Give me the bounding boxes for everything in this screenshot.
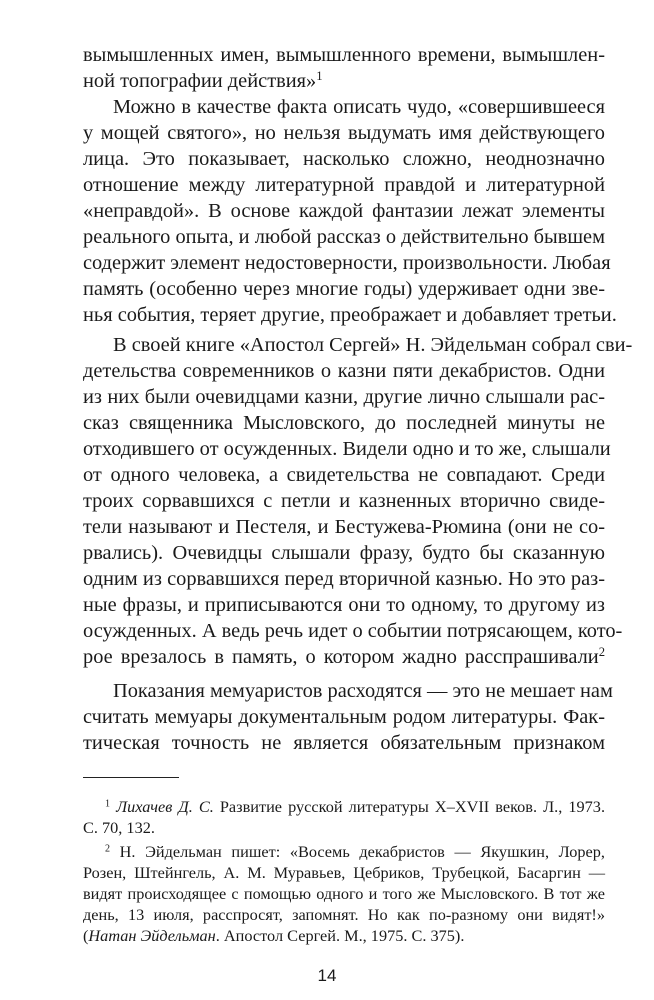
- body-line: тели называют и Пестеля, и Бестужева-Рюмина (они не со-: [83, 516, 605, 538]
- body-line: отходившего от осужденных. Видели одно и то же, слышали: [83, 438, 611, 460]
- footnote-ref: 1: [316, 69, 323, 84]
- page-number: 14: [317, 966, 337, 985]
- footnote-number: 1: [105, 798, 111, 810]
- footnote-line: день, 13 июля, расспросят, запомнят. Но как по-разному они видят!»: [83, 905, 605, 924]
- body-line: тическая точность не является обязательным признаком: [83, 732, 605, 754]
- body-line: сказ священника Мысловского, до последней минуты не: [83, 412, 605, 434]
- body-line: рвались). Очевидцы слышали фразу, будто бы сказанную: [83, 542, 605, 564]
- body-line: Показания мемуаристов расходятся — это не мешает нам: [113, 680, 613, 702]
- footnote-line: видят происходящее с помощью одного и того же Мысловского. В тот же: [83, 884, 605, 903]
- body-line: считать мемуары документальным родом литературы. Фак-: [83, 706, 605, 728]
- body-line: нья события, теряет другие, преображает и добавляет третьи.: [83, 304, 617, 326]
- body-line: вымышленных имен, вымышленного времени, вымышлен-: [83, 44, 605, 66]
- footnote-line: Розен, Штейнгель, А. М. Муравьев, Цебриков, Трубецкой, Басаргин —: [83, 863, 605, 882]
- body-line: В своей книге «Апостол Сергей» Н. Эйдельман собрал сви-: [113, 334, 633, 356]
- body-line: «неправдой». В основе каждой фантазии лежат элементы: [83, 200, 605, 222]
- footnote-line: С. 70, 132.: [83, 818, 155, 837]
- body-line: реального опыта, и любой рассказ о действительно бывшем: [83, 226, 605, 248]
- body-line: от одного человека, а свидетельства не совпадают. Среди: [83, 464, 605, 486]
- footnote-rule: [83, 777, 179, 778]
- footnote-author: Натан Эйдельман: [88, 926, 216, 945]
- body-line: отношение между литературной правдой и литературной: [83, 174, 605, 196]
- body-line: троих сорвавшихся с петли и казненных вторично свиде-: [83, 490, 605, 512]
- body-line: осужденных. А ведь речь идет о событии потрясающем, кото-: [83, 620, 623, 642]
- footnote-2: $^2$ Н. Эйдельман пишет: «Восемь декабристов — Якушкин, Лорер,: [105, 842, 605, 861]
- body-line: рое врезалось в память, о котором жадно расспрашивали$^2$: [83, 645, 605, 668]
- body-line: детельства современников о казни пяти декабристов. Одни: [83, 360, 605, 382]
- footnote-ref: 2: [598, 645, 605, 660]
- body-line: одним из сорвавшихся перед вторичной казнью. Но это раз-: [83, 568, 605, 590]
- body-line: память (особенно через многие годы) удерживает одни зве-: [83, 278, 605, 300]
- body-line: из них были очевидцами казни, другие лично слышали рас-: [83, 386, 605, 408]
- body-line: лица. Это показывает, насколько сложно, неоднозначно: [83, 148, 605, 170]
- body-line: Можно в качестве факта описать чудо, «совершившееся: [113, 96, 605, 118]
- body-line: содержит элемент недостоверности, произвольности. Любая: [83, 252, 611, 274]
- body-line: ной топографии действия»$^1$: [83, 69, 323, 92]
- footnote-line: (Натан Эйдельман. Апостол Сергей. М., 1975. С. 375).: [83, 926, 465, 945]
- body-line: у мощей святого», но нельзя выдумать имя действующего: [83, 122, 605, 144]
- body-line: ные фразы, и приписываются они то одному, то другому из: [83, 594, 605, 616]
- footnote-number: 2: [105, 843, 111, 855]
- footnote-author: Лихачев Д. С.: [116, 797, 214, 816]
- footnote-1: $^1$ Лихачев Д. С. Развитие русской литературы X–XVII веков. Л., 1973.: [105, 797, 606, 816]
